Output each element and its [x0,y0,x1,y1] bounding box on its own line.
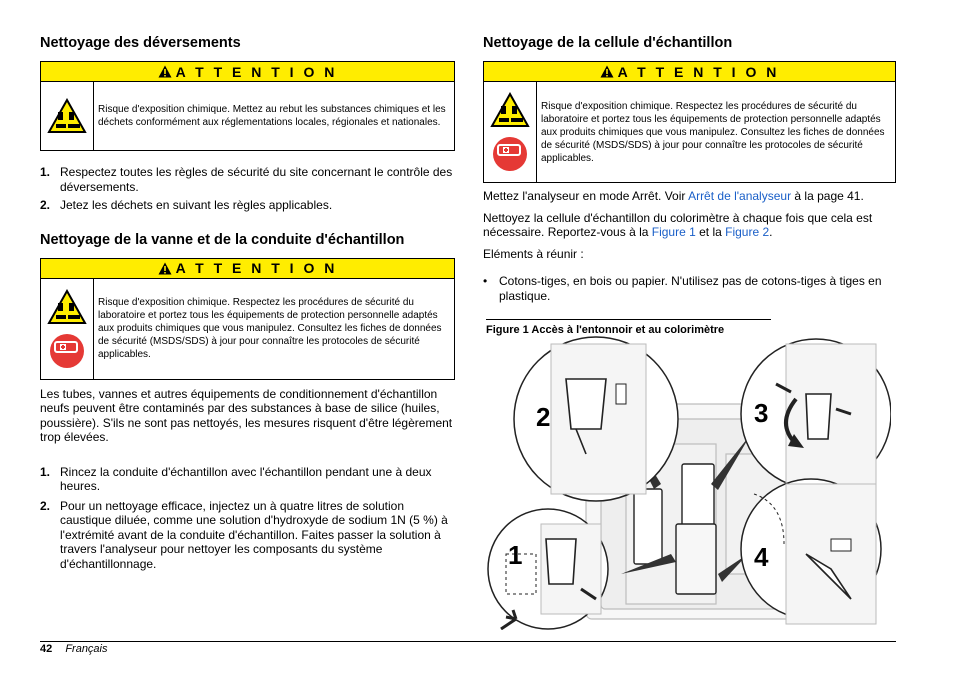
warning-box-spills [40,61,455,151]
detail-circle-1 [488,509,608,629]
items-list [483,274,896,303]
section-heading-spills: Nettoyage des déversements [40,35,241,51]
step-number: 2 [536,402,551,432]
warning-title: A T T E N T I O N [175,260,338,276]
warning-triangle-icon [158,262,172,275]
list-item: 2. Jetez les déchets en suivant les règles applicables. [40,198,333,212]
steps-spills [40,165,455,213]
warning-text: Risque d'exposition chimique. Respectez les procédures de sécurité du laboratoire et portez tous les équipements de protection personnelle adaptés aux produits chimiques que vous manipulez. Consultez les fiches de données de sécurité (MSDS/SDS) à jour pour connaître les protocoles de sécurité applicables. [98,297,442,360]
step-number: 3 [754,398,769,428]
warning-text: Risque d'exposition chimique. Mettez au rebut les substances chimiques et les déchets conformément aux réglementations locales, régionales et nationales. [98,104,446,128]
warning-triangle-icon [600,65,614,78]
detail-circle-2 [514,337,678,501]
paragraph-contamination: Les tubes, vannes et autres équipements de conditionnement d'échantillon neufs peuvent être contaminés par des substances à base de silice (huiles, poussière). S'ils ne sont pas nettoyés, les mesures risquent d'être légèrement trop élevées. [40,386,453,444]
section-heading-valve: Nettoyage de la vanne et de la conduite d'échantillon [40,231,405,248]
chemical-hazard-icon [47,289,87,325]
chemical-hazard-icon [47,98,87,134]
link-figure-2[interactable]: Figure 2 [725,225,770,239]
left-column [40,30,455,571]
step-number: 1 [508,540,523,570]
detail-circle-3 [741,339,891,489]
section-heading-cell: Nettoyage de la cellule d'échantillon [483,35,733,51]
page-number: 42 [40,643,53,655]
paragraph-off-mode: Mettez l'analyseur en mode Arrêt. Voir Arrêt de l'analyseur à la page 41. [483,189,864,203]
warning-triangle-icon [158,65,172,78]
list-item: • Cotons-tiges, en bois ou papier. N'utilisez pas de cotons-tiges à tiges en plastique. [483,274,896,303]
list-item: 2. Pour un nettoyage efficace, injectez un à quatre litres de solution caustique diluée, comme une solution d'hydroxyde de sodium 1N (5 %) à l'extrémité avant de la conduite d'échantillon. Faites passer la solution à travers l'analyseur pour nettoyer les composants du système d'échantillonnage. [40,498,448,571]
footer-language: Français [65,643,108,655]
warning-title: A T T E N T I O N [175,63,338,80]
list-item: 1. Rincez la conduite d'échantillon avec l'échantillon pendant une à deux heures. [40,464,432,493]
steps-valve [40,465,455,572]
list-item: 1. Respectez toutes les règles de sécurité du site concernant le contrôle des déversements. [40,165,453,194]
protective-equipment-icon [492,136,528,172]
page-footer [40,643,108,655]
paragraph-items: Eléments à réunir : [483,246,584,261]
warning-title: A T T E N T I O N [617,63,780,80]
warning-box-valve [40,258,455,380]
chemical-hazard-icon [490,92,530,128]
footer-rule [40,641,896,642]
warning-text: Risque d'exposition chimique. Respectez les procédures de sécurité du laboratoire et portez tous les équipements de protection personnelle adaptés aux produits chimiques que vous manipulez. Consultez les fiches de données de sécurité (MSDS/SDS) à jour pour connaître les protocoles de sécurité applicables. [541,100,885,164]
paragraph-clean-cell: Nettoyez la cellule d'échantillon du colorimètre à chaque fois que cela est nécessaire. Reportez-vous à la Figure 1 et la Figure 2. [483,210,873,239]
step-number: 4 [754,542,769,572]
figure-illustration [486,334,891,630]
right-column [483,30,896,572]
warning-box-cell [483,61,896,183]
link-analyzer-off[interactable]: Arrêt de l'analyseur [688,189,792,203]
link-figure-1[interactable]: Figure 1 [651,225,696,239]
figure-caption: Figure 1 Accès à l'entonnoir et au colorimètre [486,319,771,336]
protective-equipment-icon [49,333,85,369]
